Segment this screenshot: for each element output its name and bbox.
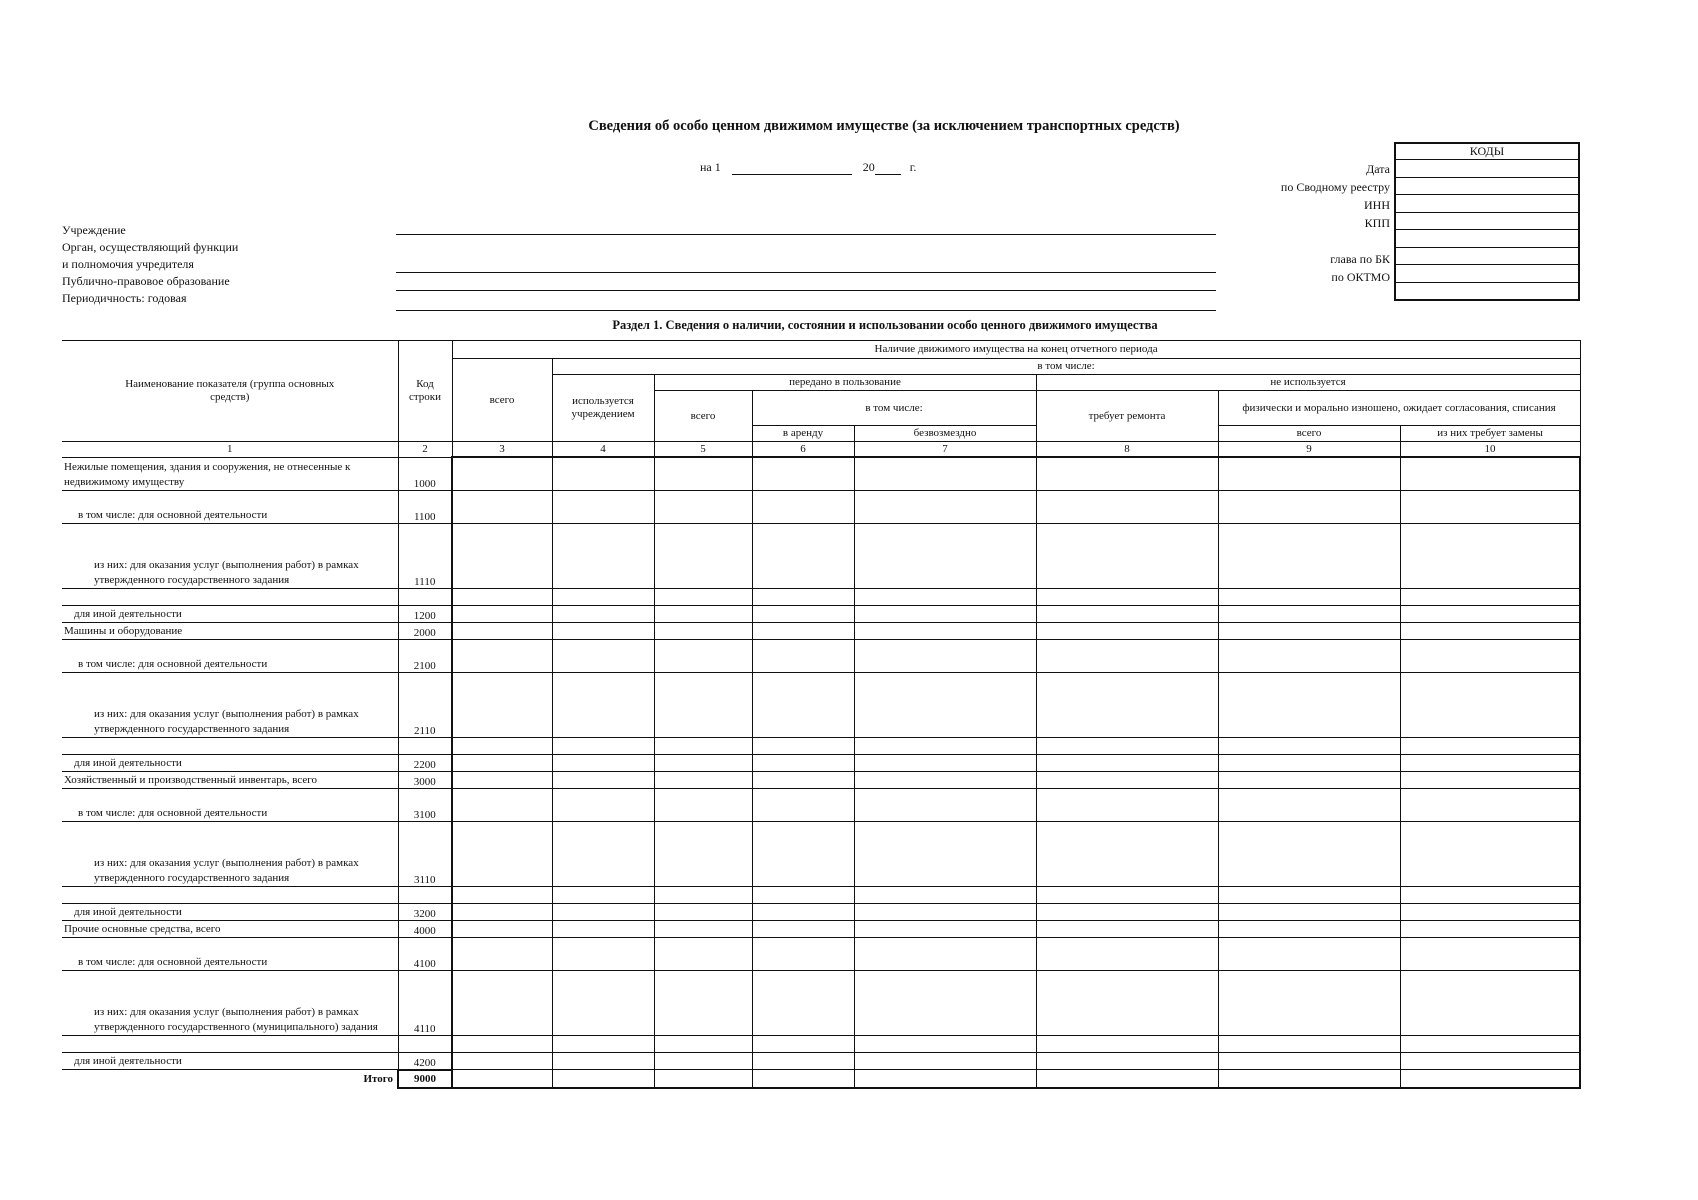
value-cell-col-7[interactable]: [854, 457, 1036, 490]
table-row: [62, 1035, 1580, 1052]
value-cell-col-10[interactable]: [1400, 771, 1580, 788]
value-cell-col-6[interactable]: [752, 903, 854, 920]
value-cell-col-3[interactable]: [452, 605, 552, 622]
codes-table: [1394, 142, 1580, 301]
section-title: Раздел 1. Сведения о наличии, состоянии и использовании особо ценного движимого имущества: [612, 318, 1158, 332]
row-name: [62, 1035, 398, 1052]
total-row: [62, 1070, 1580, 1088]
date-suffix: г.: [909, 160, 917, 174]
value-cell-col-3[interactable]: [452, 622, 552, 639]
header-worn-total: всего: [1218, 426, 1400, 442]
value-cell-col-7[interactable]: [854, 937, 1036, 970]
row-code: 1200: [398, 605, 452, 622]
value-cell-col-10[interactable]: [1400, 523, 1580, 588]
value-cell-col-10[interactable]: [1400, 886, 1580, 903]
total-code: 9000: [398, 1070, 452, 1088]
code-cell-inn[interactable]: [1395, 195, 1579, 213]
value-cell-col-9[interactable]: [1218, 771, 1400, 788]
value-cell-col-5[interactable]: [654, 920, 752, 937]
date-year-field[interactable]: [875, 162, 901, 175]
value-cell-col-9[interactable]: [1218, 821, 1400, 886]
value-cell-col-6[interactable]: [752, 788, 854, 821]
value-cell-col-10[interactable]: [1400, 754, 1580, 771]
value-cell-col-7[interactable]: [854, 523, 1036, 588]
row-code: 1000: [398, 457, 452, 490]
header-transferred-total: всего: [654, 391, 752, 442]
value-cell-col-7[interactable]: [854, 639, 1036, 672]
code-cell-date[interactable]: [1395, 160, 1579, 178]
value-cell-col-8[interactable]: [1036, 821, 1218, 886]
value-cell-col-8[interactable]: [1036, 672, 1218, 737]
value-cell-col-4[interactable]: [552, 622, 654, 639]
total-cell-col-7[interactable]: [854, 1070, 1036, 1088]
code-label-spacer: [1190, 232, 1390, 250]
value-cell-col-10[interactable]: [1400, 490, 1580, 523]
value-cell-col-8[interactable]: [1036, 920, 1218, 937]
value-cell-col-10[interactable]: [1400, 457, 1580, 490]
row-code: [398, 1035, 452, 1052]
row-name: для иной деятельности: [62, 903, 398, 920]
table-row: [62, 788, 1580, 821]
column-number-3: 3: [452, 442, 552, 458]
row-code: 4000: [398, 920, 452, 937]
value-cell-col-9[interactable]: [1218, 523, 1400, 588]
value-cell-col-6[interactable]: [752, 490, 854, 523]
value-cell-col-8[interactable]: [1036, 937, 1218, 970]
value-cell-col-7[interactable]: [854, 1035, 1036, 1052]
value-cell-col-5[interactable]: [654, 622, 752, 639]
value-cell-col-3[interactable]: [452, 672, 552, 737]
row-name: в том числе: для основной деятельности: [62, 490, 398, 523]
row-code: 3000: [398, 771, 452, 788]
row-name: [62, 737, 398, 754]
code-label-oktmo: по ОКТМО: [1331, 270, 1390, 284]
code-label-inn: ИНН: [1364, 198, 1390, 212]
value-cell-col-4[interactable]: [552, 788, 654, 821]
header-not-used: не используется: [1036, 375, 1580, 391]
value-cell-col-8[interactable]: [1036, 588, 1218, 605]
header-name: Наименование показателя (группа основных средств): [62, 341, 398, 442]
row-code: [398, 737, 452, 754]
value-cell-col-8[interactable]: [1036, 605, 1218, 622]
value-cell-col-3[interactable]: [452, 886, 552, 903]
value-cell-col-10[interactable]: [1400, 903, 1580, 920]
value-cell-col-10[interactable]: [1400, 622, 1580, 639]
value-cell-col-7[interactable]: [854, 672, 1036, 737]
value-cell-col-8[interactable]: [1036, 970, 1218, 1035]
institution-label: Учреждение: [62, 223, 126, 237]
value-cell-col-7[interactable]: [854, 588, 1036, 605]
value-cell-col-7[interactable]: [854, 622, 1036, 639]
header-lease: в аренду: [752, 426, 854, 442]
value-cell-col-9[interactable]: [1218, 605, 1400, 622]
value-cell-col-3[interactable]: [452, 903, 552, 920]
row-code: [398, 886, 452, 903]
value-cell-col-7[interactable]: [854, 490, 1036, 523]
row-code: 2110: [398, 672, 452, 737]
value-cell-col-8[interactable]: [1036, 737, 1218, 754]
value-cell-col-3[interactable]: [452, 523, 552, 588]
value-cell-col-4[interactable]: [552, 672, 654, 737]
header-code: Код строки: [398, 341, 452, 442]
value-cell-col-6[interactable]: [752, 737, 854, 754]
column-number-6: 6: [752, 442, 854, 458]
total-cell-col-10[interactable]: [1400, 1070, 1580, 1088]
value-cell-col-3[interactable]: [452, 1052, 552, 1070]
row-name: в том числе: для основной деятельности: [62, 788, 398, 821]
value-cell-col-5[interactable]: [654, 672, 752, 737]
value-cell-col-6[interactable]: [752, 588, 854, 605]
value-cell-col-10[interactable]: [1400, 788, 1580, 821]
value-cell-col-6[interactable]: [752, 754, 854, 771]
row-code: 1110: [398, 523, 452, 588]
value-cell-col-7[interactable]: [854, 788, 1036, 821]
row-name: в том числе: для основной деятельности: [62, 639, 398, 672]
code-cell-kpp[interactable]: [1395, 212, 1579, 230]
code-cell-empty[interactable]: [1395, 230, 1579, 248]
table-row: [62, 490, 1580, 523]
row-code: 2000: [398, 622, 452, 639]
value-cell-col-9[interactable]: [1218, 886, 1400, 903]
row-name: из них: для оказания услуг (выполнения работ) в рамках утвержденного государственного задания: [62, 672, 398, 737]
value-cell-col-5[interactable]: [654, 886, 752, 903]
codes-labels: [1190, 160, 1390, 286]
row-code: 3200: [398, 903, 452, 920]
date-day-month-field[interactable]: [732, 162, 852, 175]
value-cell-col-10[interactable]: [1400, 821, 1580, 886]
value-cell-col-7[interactable]: [854, 1052, 1036, 1070]
value-cell-col-4[interactable]: [552, 457, 654, 490]
row-code: 3100: [398, 788, 452, 821]
value-cell-col-8[interactable]: [1036, 754, 1218, 771]
total-cell-col-5[interactable]: [654, 1070, 752, 1088]
code-label-date: Дата: [1366, 162, 1390, 176]
value-cell-col-8[interactable]: [1036, 457, 1218, 490]
header-total: всего: [452, 359, 552, 442]
value-cell-col-5[interactable]: [654, 639, 752, 672]
value-cell-col-9[interactable]: [1218, 457, 1400, 490]
header-worn-replace: из них требует замены: [1400, 426, 1580, 442]
value-cell-col-9[interactable]: [1218, 903, 1400, 920]
value-cell-col-10[interactable]: [1400, 605, 1580, 622]
value-cell-col-9[interactable]: [1218, 639, 1400, 672]
row-code: 2100: [398, 639, 452, 672]
value-cell-col-10[interactable]: [1400, 970, 1580, 1035]
row-code: 1100: [398, 490, 452, 523]
row-name: Машины и оборудование: [62, 622, 398, 639]
value-cell-col-10[interactable]: [1400, 737, 1580, 754]
column-number-2: 2: [398, 442, 452, 458]
column-number-7: 7: [854, 442, 1036, 458]
column-number-10: 10: [1400, 442, 1580, 458]
row-name: из них: для оказания услуг (выполнения работ) в рамках утвержденного государственного (муниципального) задания: [62, 970, 398, 1035]
value-cell-col-9[interactable]: [1218, 737, 1400, 754]
header-including: в том числе:: [552, 359, 1580, 375]
value-cell-col-5[interactable]: [654, 523, 752, 588]
header-used: используется учреждением: [552, 375, 654, 442]
value-cell-col-9[interactable]: [1218, 920, 1400, 937]
value-cell-col-5[interactable]: [654, 970, 752, 1035]
codes-header: КОДЫ: [1395, 143, 1579, 160]
row-name: Прочие основные средства, всего: [62, 920, 398, 937]
value-cell-col-3[interactable]: [452, 771, 552, 788]
value-cell-col-7[interactable]: [854, 821, 1036, 886]
value-cell-col-8[interactable]: [1036, 1035, 1218, 1052]
value-cell-col-3[interactable]: [452, 490, 552, 523]
value-cell-col-7[interactable]: [854, 605, 1036, 622]
code-cell-extra[interactable]: [1395, 282, 1579, 300]
value-cell-col-4[interactable]: [552, 1052, 654, 1070]
public-entity-label: Публично-правовое образование: [62, 274, 230, 288]
value-cell-col-10[interactable]: [1400, 672, 1580, 737]
value-cell-col-6[interactable]: [752, 1035, 854, 1052]
table-row: [62, 1052, 1580, 1070]
value-cell-col-10[interactable]: [1400, 588, 1580, 605]
value-cell-col-6[interactable]: [752, 457, 854, 490]
column-number-8: 8: [1036, 442, 1218, 458]
value-cell-col-6[interactable]: [752, 1052, 854, 1070]
value-cell-col-9[interactable]: [1218, 622, 1400, 639]
total-cell-col-6[interactable]: [752, 1070, 854, 1088]
value-cell-col-9[interactable]: [1218, 1052, 1400, 1070]
value-cell-col-6[interactable]: [752, 821, 854, 886]
header-repair: требует ремонта: [1036, 391, 1218, 442]
value-cell-col-8[interactable]: [1036, 886, 1218, 903]
total-cell-col-4[interactable]: [552, 1070, 654, 1088]
founder-field[interactable]: [396, 272, 1216, 273]
value-cell-col-7[interactable]: [854, 970, 1036, 1035]
value-cell-col-9[interactable]: [1218, 788, 1400, 821]
periodicity-field[interactable]: [396, 310, 1216, 311]
value-cell-col-3[interactable]: [452, 920, 552, 937]
row-code: 4200: [398, 1052, 452, 1070]
value-cell-col-6[interactable]: [752, 622, 854, 639]
header-worn: физически и морально изношено, ожидает согласования, списания: [1218, 391, 1580, 426]
table-row: [62, 821, 1580, 886]
value-cell-col-8[interactable]: [1036, 622, 1218, 639]
table-row: [62, 605, 1580, 622]
value-cell-col-6[interactable]: [752, 523, 854, 588]
code-cell-registry[interactable]: [1395, 177, 1579, 195]
value-cell-col-8[interactable]: [1036, 903, 1218, 920]
table-row: [62, 754, 1580, 771]
value-cell-col-5[interactable]: [654, 788, 752, 821]
row-name: Хозяйственный и производственный инвентарь, всего: [62, 771, 398, 788]
value-cell-col-9[interactable]: [1218, 672, 1400, 737]
value-cell-col-7[interactable]: [854, 920, 1036, 937]
table-row: [62, 937, 1580, 970]
row-name: для иной деятельности: [62, 1052, 398, 1070]
value-cell-col-6[interactable]: [752, 771, 854, 788]
header-transferred-including: в том числе:: [752, 391, 1036, 426]
value-cell-col-6[interactable]: [752, 672, 854, 737]
value-cell-col-3[interactable]: [452, 754, 552, 771]
value-cell-col-10[interactable]: [1400, 1035, 1580, 1052]
value-cell-col-6[interactable]: [752, 639, 854, 672]
row-name: из них: для оказания услуг (выполнения работ) в рамках утвержденного государственного задания: [62, 821, 398, 886]
column-number-4: 4: [552, 442, 654, 458]
value-cell-col-7[interactable]: [854, 903, 1036, 920]
value-cell-col-5[interactable]: [654, 771, 752, 788]
value-cell-col-3[interactable]: [452, 821, 552, 886]
row-code: [398, 588, 452, 605]
value-cell-col-5[interactable]: [654, 1035, 752, 1052]
row-name: [62, 588, 398, 605]
code-cell-oktmo[interactable]: [1395, 265, 1579, 283]
value-cell-col-4[interactable]: [552, 588, 654, 605]
column-number-9: 9: [1218, 442, 1400, 458]
founder-label-2: и полномочия учредителя: [62, 257, 194, 271]
value-cell-col-4[interactable]: [552, 1035, 654, 1052]
table-row: [62, 886, 1580, 903]
row-code: 3110: [398, 821, 452, 886]
value-cell-col-8[interactable]: [1036, 1052, 1218, 1070]
value-cell-col-4[interactable]: [552, 771, 654, 788]
column-number-5: 5: [654, 442, 752, 458]
value-cell-col-5[interactable]: [654, 903, 752, 920]
table-row: [62, 639, 1580, 672]
table-row: [62, 622, 1580, 639]
code-label-kpp: КПП: [1364, 216, 1390, 230]
institution-field[interactable]: [396, 234, 1216, 235]
founder-label-1: Орган, осуществляющий функции: [62, 240, 239, 254]
value-cell-col-8[interactable]: [1036, 523, 1218, 588]
value-cell-col-6[interactable]: [752, 937, 854, 970]
value-cell-col-4[interactable]: [552, 605, 654, 622]
value-cell-col-4[interactable]: [552, 490, 654, 523]
row-name: Нежилые помещения, здания и сооружения, не отнесенные к недвижимому имуществу: [62, 457, 398, 490]
value-cell-col-6[interactable]: [752, 886, 854, 903]
value-cell-col-7[interactable]: [854, 737, 1036, 754]
row-name: для иной деятельности: [62, 605, 398, 622]
value-cell-col-9[interactable]: [1218, 490, 1400, 523]
total-cell-col-9[interactable]: [1218, 1070, 1400, 1088]
value-cell-col-4[interactable]: [552, 903, 654, 920]
table-row: [62, 903, 1580, 920]
value-cell-col-5[interactable]: [654, 588, 752, 605]
form-title: Сведения об особо ценном движимом имуществе (за исключением транспортных средств): [588, 118, 1180, 134]
value-cell-col-4[interactable]: [552, 737, 654, 754]
row-name: [62, 886, 398, 903]
value-cell-col-4[interactable]: [552, 920, 654, 937]
value-cell-col-4[interactable]: [552, 821, 654, 886]
value-cell-col-3[interactable]: [452, 1035, 552, 1052]
row-code: 2200: [398, 754, 452, 771]
value-cell-col-4[interactable]: [552, 523, 654, 588]
code-label-bk: глава по БК: [1330, 252, 1390, 266]
property-table: [62, 340, 1581, 1089]
value-cell-col-5[interactable]: [654, 754, 752, 771]
table-row: [62, 523, 1580, 588]
value-cell-col-4[interactable]: [552, 639, 654, 672]
value-cell-col-9[interactable]: [1218, 970, 1400, 1035]
header-transferred: передано в пользование: [654, 375, 1036, 391]
periodicity-label: Периодичность: годовая: [62, 291, 187, 305]
value-cell-col-9[interactable]: [1218, 1035, 1400, 1052]
value-cell-col-8[interactable]: [1036, 771, 1218, 788]
value-cell-col-5[interactable]: [654, 605, 752, 622]
value-cell-col-8[interactable]: [1036, 490, 1218, 523]
value-cell-col-10[interactable]: [1400, 639, 1580, 672]
row-code: 4110: [398, 970, 452, 1035]
table-row: [62, 970, 1580, 1035]
table-row: [62, 771, 1580, 788]
column-number-1: 1: [62, 442, 398, 458]
value-cell-col-10[interactable]: [1400, 1052, 1580, 1070]
date-prefix: на 1: [700, 160, 721, 174]
value-cell-col-3[interactable]: [452, 737, 552, 754]
date-year-prefix: 20: [862, 160, 875, 174]
value-cell-col-4[interactable]: [552, 886, 654, 903]
row-name: для иной деятельности: [62, 754, 398, 771]
value-cell-col-5[interactable]: [654, 821, 752, 886]
report-date-line: [700, 160, 916, 175]
code-label-registry: по Сводному реестру: [1280, 180, 1390, 194]
table-row: [62, 457, 1580, 490]
value-cell-col-3[interactable]: [452, 788, 552, 821]
total-cell-col-8[interactable]: [1036, 1070, 1218, 1088]
value-cell-col-7[interactable]: [854, 886, 1036, 903]
row-name: из них: для оказания услуг (выполнения работ) в рамках утвержденного государственного задания: [62, 523, 398, 588]
value-cell-col-7[interactable]: [854, 771, 1036, 788]
value-cell-col-9[interactable]: [1218, 754, 1400, 771]
table-row: [62, 672, 1580, 737]
value-cell-col-5[interactable]: [654, 490, 752, 523]
value-cell-col-4[interactable]: [552, 970, 654, 1035]
value-cell-col-3[interactable]: [452, 639, 552, 672]
value-cell-col-6[interactable]: [752, 605, 854, 622]
value-cell-col-5[interactable]: [654, 1052, 752, 1070]
public-entity-field[interactable]: [396, 290, 1216, 291]
header-availability: Наличие движимого имущества на конец отчетного периода: [452, 341, 1580, 359]
value-cell-col-8[interactable]: [1036, 639, 1218, 672]
row-code: 4100: [398, 937, 452, 970]
value-cell-col-6[interactable]: [752, 970, 854, 1035]
value-cell-col-5[interactable]: [654, 937, 752, 970]
table-row: [62, 737, 1580, 754]
total-cell-col-3[interactable]: [452, 1070, 552, 1088]
value-cell-col-3[interactable]: [452, 588, 552, 605]
value-cell-col-6[interactable]: [752, 920, 854, 937]
value-cell-col-8[interactable]: [1036, 788, 1218, 821]
value-cell-col-9[interactable]: [1218, 588, 1400, 605]
table-row: [62, 920, 1580, 937]
table-row: [62, 588, 1580, 605]
code-cell-bk[interactable]: [1395, 247, 1579, 265]
value-cell-col-4[interactable]: [552, 754, 654, 771]
value-cell-col-7[interactable]: [854, 754, 1036, 771]
value-cell-col-5[interactable]: [654, 457, 752, 490]
org-labels: [62, 222, 238, 307]
value-cell-col-9[interactable]: [1218, 937, 1400, 970]
value-cell-col-3[interactable]: [452, 457, 552, 490]
value-cell-col-4[interactable]: [552, 937, 654, 970]
value-cell-col-3[interactable]: [452, 970, 552, 1035]
value-cell-col-5[interactable]: [654, 737, 752, 754]
row-name: в том числе: для основной деятельности: [62, 937, 398, 970]
header-free: безвозмездно: [854, 426, 1036, 442]
value-cell-col-10[interactable]: [1400, 937, 1580, 970]
total-label: Итого: [363, 1072, 393, 1085]
value-cell-col-10[interactable]: [1400, 920, 1580, 937]
value-cell-col-3[interactable]: [452, 937, 552, 970]
